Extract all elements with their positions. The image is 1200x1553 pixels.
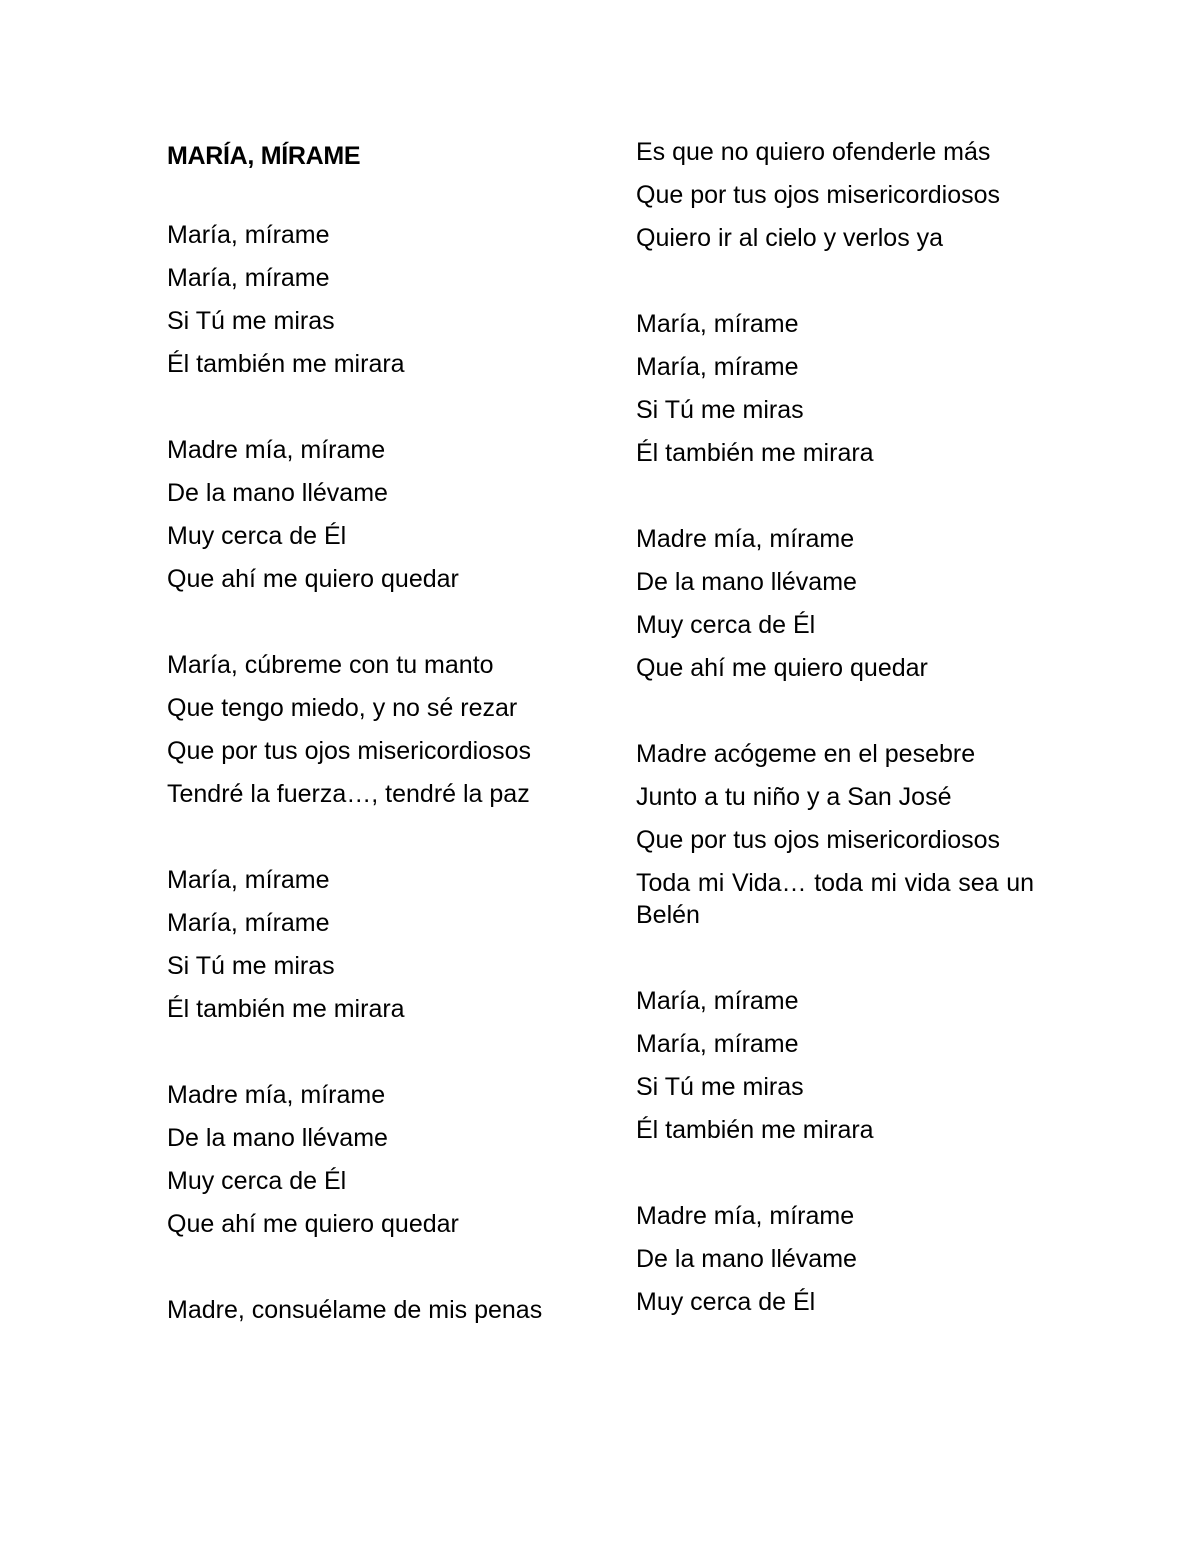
lyric-line: Madre mía, mírame [636, 1202, 855, 1230]
lyric-line: Que tengo miedo, y no sé rezar [167, 694, 518, 722]
lyric-line: María, mírame [167, 264, 330, 292]
lyric-line: María, mírame [167, 221, 330, 249]
lyric-line: Él también me mirara [167, 995, 405, 1023]
lyric-line: Él también me mirara [636, 439, 874, 467]
lyric-line: Que por tus ojos misericordiosos [636, 181, 1001, 209]
lyric-line: Que por tus ojos misericordiosos [636, 826, 1001, 854]
lyric-line: Madre mía, mírame [167, 1081, 386, 1109]
lyric-line: Madre mía, mírame [167, 436, 386, 464]
lyric-line: Que ahí me quiero quedar [167, 565, 459, 593]
lyric-line: María, mírame [167, 909, 330, 937]
lyric-line: Madre mía, mírame [636, 525, 855, 553]
lyric-line: Que por tus ojos misericordiosos [167, 737, 532, 765]
lyric-line: María, mírame [636, 987, 799, 1015]
lyric-line: Que ahí me quiero quedar [636, 654, 928, 682]
lyric-line: Él también me mirara [636, 1116, 874, 1144]
lyric-line: María, mírame [167, 866, 330, 894]
right-column [636, 136, 1034, 1329]
lyric-line: Muy cerca de Él [636, 611, 816, 639]
lyric-line: Muy cerca de Él [167, 1167, 347, 1195]
lyric-line: María, cúbreme con tu manto [167, 651, 494, 679]
lyric-line: Si Tú me miras [167, 952, 335, 980]
lyric-line: Es que no quiero ofenderle más [636, 138, 991, 166]
lyric-line: Toda mi Vida… toda mi vida sea un Belén [636, 869, 1034, 929]
lyric-line: Él también me mirara [167, 350, 405, 378]
lyric-line: Quiero ir al cielo y verlos ya [636, 224, 944, 252]
song-title: MARÍA, MÍRAME [167, 142, 361, 170]
left-column [167, 136, 565, 1337]
lyric-line: De la mano llévame [167, 1124, 388, 1152]
lyric-line: Tendré la fuerza…, tendré la paz [167, 780, 530, 808]
lyric-line: Muy cerca de Él [636, 1288, 816, 1316]
lyric-line: Que ahí me quiero quedar [167, 1210, 459, 1238]
lyric-line: De la mano llévame [636, 568, 857, 596]
lyric-line: María, mírame [636, 1030, 799, 1058]
lyric-line: Madre, consuélame de mis penas [167, 1296, 543, 1324]
lyric-line: De la mano llévame [167, 479, 388, 507]
lyric-line: De la mano llévame [636, 1245, 857, 1273]
lyric-line: Junto a tu niño y a San José [636, 783, 952, 811]
lyric-line: Madre acógeme en el pesebre [636, 740, 976, 768]
lyric-line: Si Tú me miras [636, 396, 804, 424]
lyric-line: María, mírame [636, 310, 799, 338]
lyric-line: Muy cerca de Él [167, 522, 347, 550]
lyric-line: Si Tú me miras [167, 307, 335, 335]
lyric-line: Si Tú me miras [636, 1073, 804, 1101]
lyric-line: María, mírame [636, 353, 799, 381]
